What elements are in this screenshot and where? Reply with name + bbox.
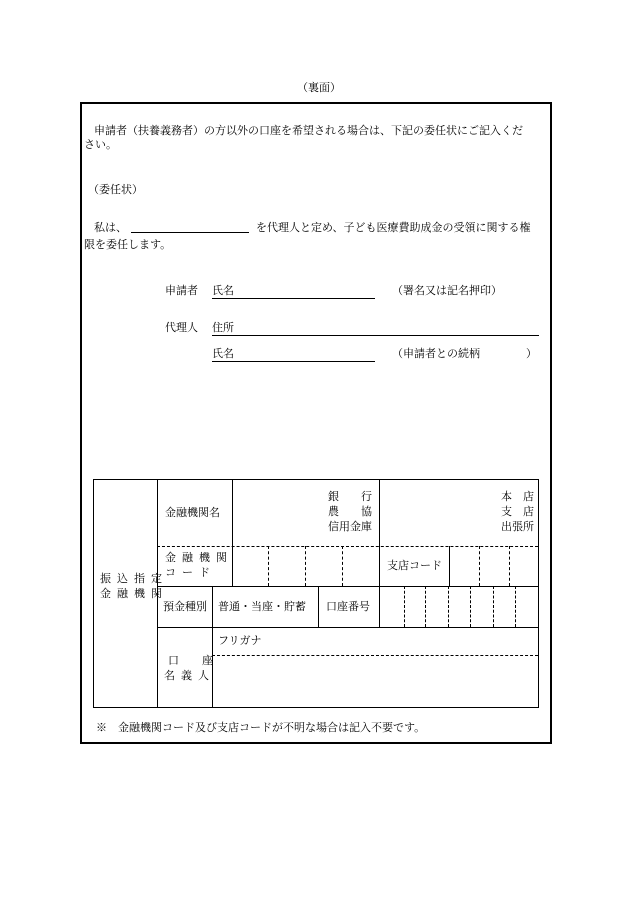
agent-name-field[interactable] [131,218,249,233]
deposit-type-options[interactable]: 普通・当座・貯蓄 [218,600,306,613]
branch-name-field[interactable] [380,480,498,546]
institution-type-nokyo: 農 協 [328,505,372,518]
account-holder-label-line2: 名義人 [164,669,215,682]
agent-name-label: 氏名 [212,347,234,360]
page-label: （裏面） [297,81,341,94]
bank-code-label-line2: コード [165,566,216,579]
delegation-prefix: 私は、 [94,221,127,234]
applicant-role-label: 申請者 [165,284,198,297]
account-number-field[interactable] [380,587,537,626]
institution-name-label: 金融機関名 [165,506,220,519]
agent-address-label: 住所 [212,321,234,334]
section-title: （委任状） [88,183,143,196]
branch-type-office: 出張所 [501,520,534,533]
agent-address-field[interactable] [212,321,539,336]
applicant-name-field[interactable] [212,284,375,299]
agent-role-label: 代理人 [165,321,198,334]
applicant-signature-note: （署名又は記名押印） [392,284,502,297]
agent-name-line-field[interactable] [212,347,375,362]
branch-type-branch: 支 店 [501,505,534,518]
branch-code-label: 支店コード [387,559,442,572]
agent-relation-note: （申請者との続柄 [392,347,480,360]
delegation-line2: 限を委任します。 [84,238,172,251]
deposit-type-label: 預金種別 [163,600,207,613]
branch-type-main: 本 店 [501,490,534,503]
account-holder-label-line1: 口 座 [168,654,219,667]
applicant-name-label: 氏名 [212,284,234,297]
bank-code-field[interactable] [233,547,378,585]
agent-relation-note-close: ） [526,347,537,360]
footnote: ※ 金融機関コード及び支店コードが不明な場合は記入不要です。 [96,721,426,734]
intro-text-line1: 申請者（扶養義務者）の方以外の口座を希望される場合は、下記の委任状にご記入くだ [94,124,523,137]
transfer-bank-label-line1: 振込指定 [100,572,168,585]
furigana-field[interactable] [262,628,537,654]
delegation-suffix: を代理人と定め、子ども医療費助成金の受領に関する権 [256,221,531,234]
institution-type-bank: 銀 行 [328,490,372,503]
bank-code-label-line1: 金融機関 [165,551,233,564]
transfer-bank-label-line2: 金融機関 [100,587,168,600]
account-number-label: 口座番号 [326,600,370,613]
account-holder-field[interactable] [213,657,537,706]
intro-text-line2: さい。 [84,138,117,151]
institution-type-shinkin: 信用金庫 [328,520,372,533]
branch-code-field[interactable] [450,547,537,585]
furigana-label: フリガナ [218,634,262,647]
